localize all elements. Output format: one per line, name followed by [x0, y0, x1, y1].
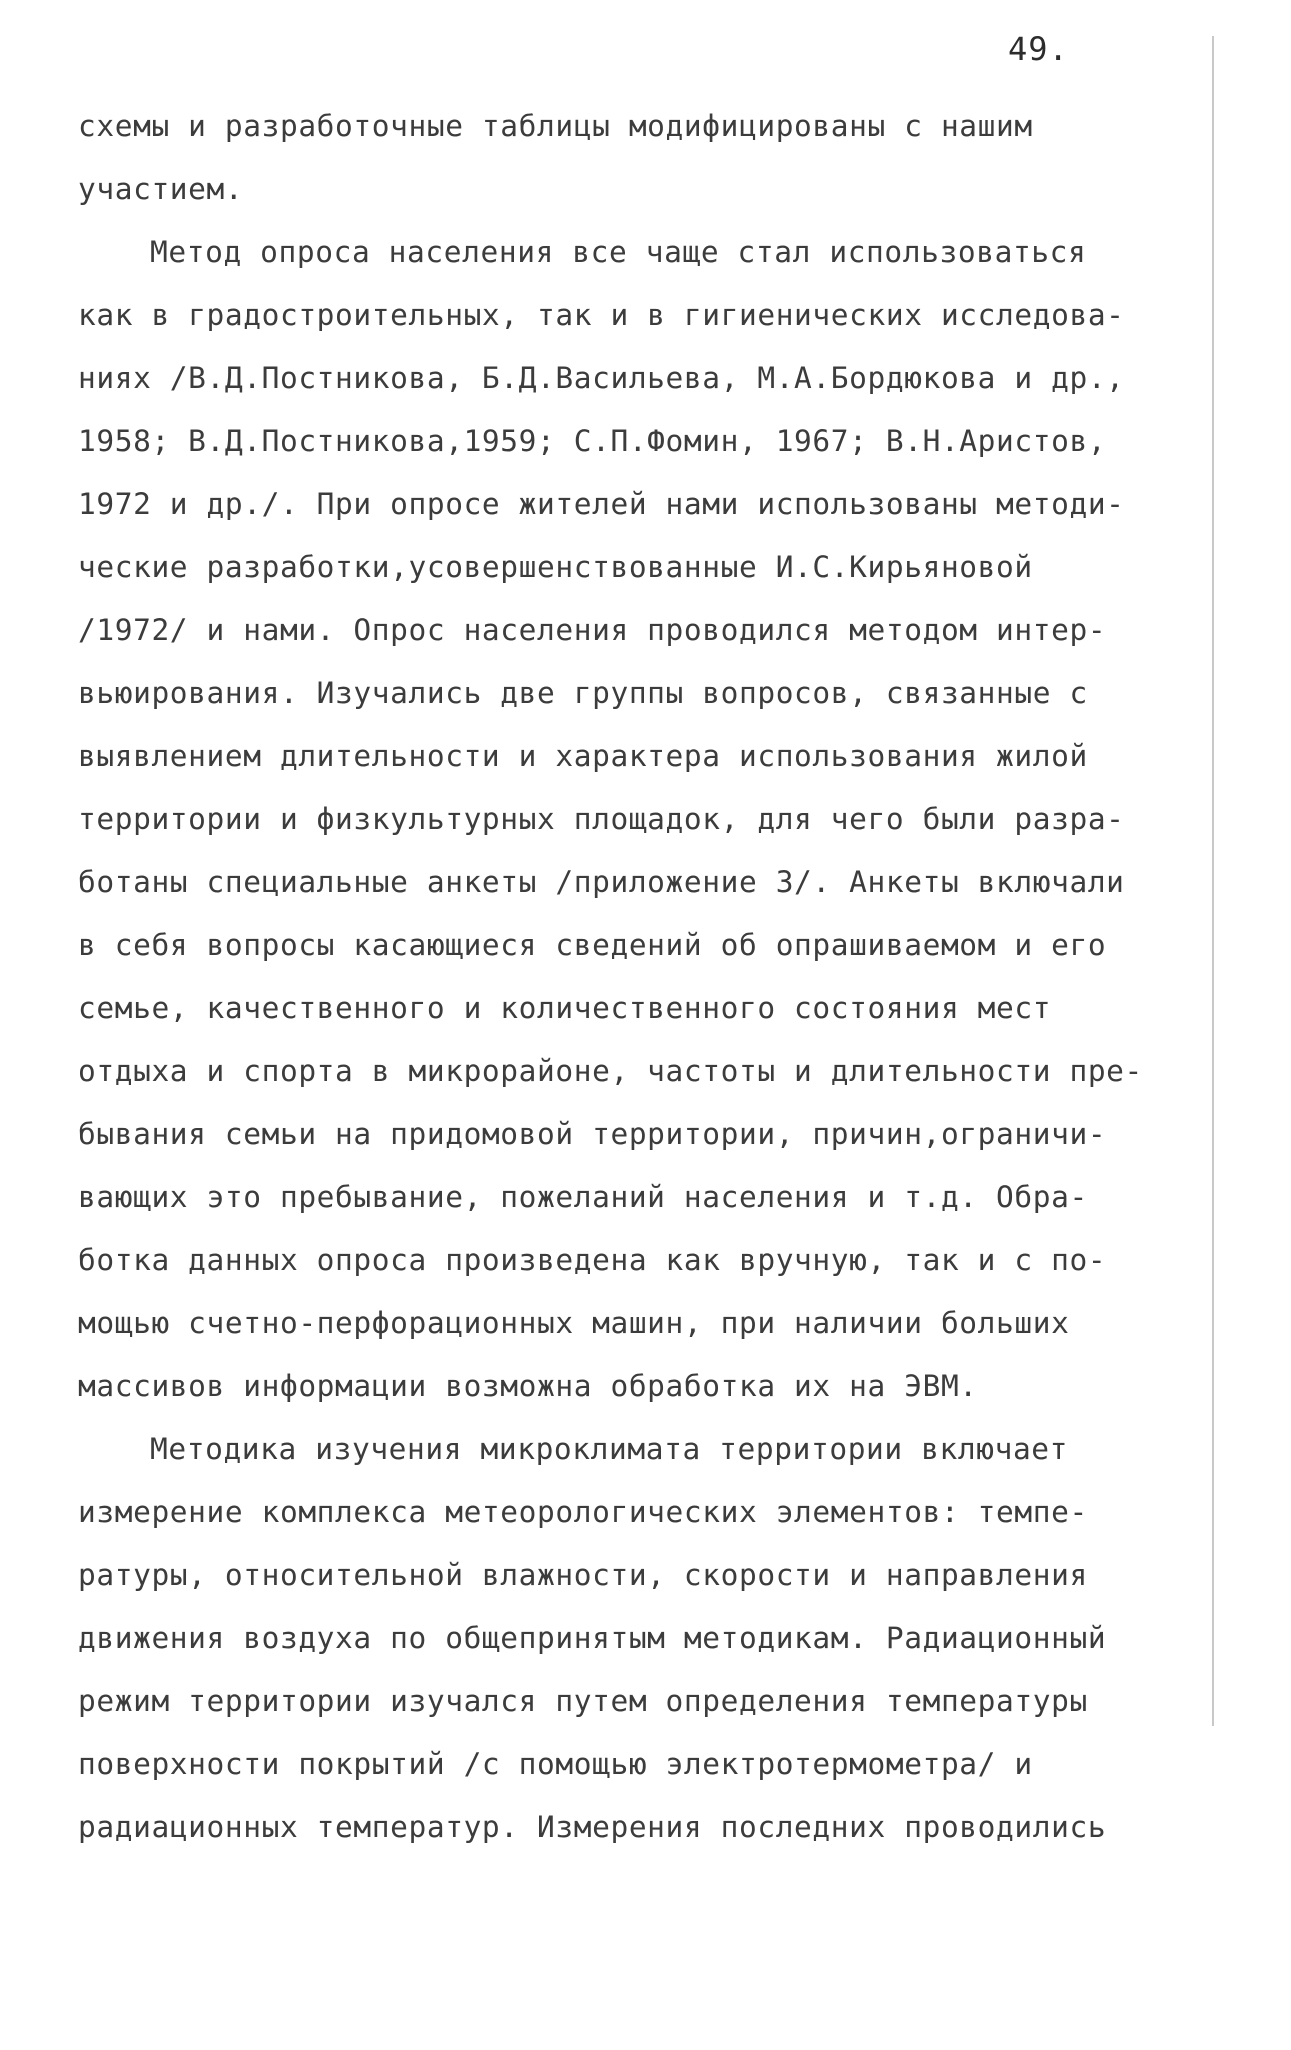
text-line: мощью счетно-перфорационных машин, при наличии больших	[78, 1306, 1070, 1340]
text-line: вьюирования. Изучались две группы вопросов, связанные с	[78, 676, 1088, 710]
text-line: ческие разработки,усовершенствованные И.С.Кирьяновой	[78, 550, 1033, 584]
text-line: Методика изучения микроклимата территории включает	[150, 1432, 1069, 1466]
body-text	[78, 95, 1218, 1859]
text-line: участием.	[78, 172, 244, 206]
text-line: схемы и разработочные таблицы модифицированы с нашим	[78, 109, 1033, 143]
text-line: поверхности покрытий /с помощью электротермометра/ и	[78, 1747, 1033, 1781]
text-line: Метод опроса населения все чаще стал использоваться	[150, 235, 1087, 269]
text-line: 1958; В.Д.Постникова,1959; С.П.Фомин, 1967; В.Н.Аристов,	[78, 424, 1107, 458]
text-line: измерение комплекса метеорологических элементов: темпе-	[78, 1495, 1088, 1529]
text-line: режим территории изучался путем определения температуры	[78, 1684, 1088, 1718]
text-line: ниях /В.Д.Постникова, Б.Д.Васильева, М.А.Бордюкова и др.,	[78, 361, 1125, 395]
text-line: как в градостроительных, так и в гигиенических исследова-	[78, 298, 1125, 332]
text-line: 1972 и др./. При опросе жителей нами использованы методи-	[78, 487, 1125, 521]
text-line: радиационных температур. Измерения последних проводились	[78, 1810, 1107, 1844]
text-line: /1972/ и нами. Опрос населения проводился методом интер-	[78, 613, 1107, 647]
text-line: отдыха и спорта в микрорайоне, частоты и длительности пре-	[78, 1054, 1143, 1088]
text-line: движения воздуха по общепринятым методикам. Радиационный	[78, 1621, 1107, 1655]
text-line: массивов информации возможна обработка их на ЭВМ.	[78, 1369, 978, 1403]
text-line: бывания семьи на придомовой территории, причин,ограничи-	[78, 1117, 1107, 1151]
text-line: выявлением длительности и характера использования жилой	[78, 739, 1088, 773]
text-line: вающих это пребывание, пожеланий населения и т.д. Обра-	[78, 1180, 1088, 1214]
text-line: в себя вопросы касающиеся сведений об опрашиваемом и его	[78, 928, 1107, 962]
text-line: ратуры, относительной влажности, скорости и направления	[78, 1558, 1088, 1592]
text-line: ботка данных опроса произведена как вручную, так и с по-	[78, 1243, 1107, 1277]
text-line: семье, качественного и количественного состояния мест	[78, 991, 1052, 1025]
page-number: 49.	[1008, 30, 1069, 68]
text-line: территории и физкультурных площадок, для чего были разра-	[78, 802, 1125, 836]
text-line: ботаны специальные анкеты /приложение 3/. Анкеты включали	[78, 865, 1125, 899]
